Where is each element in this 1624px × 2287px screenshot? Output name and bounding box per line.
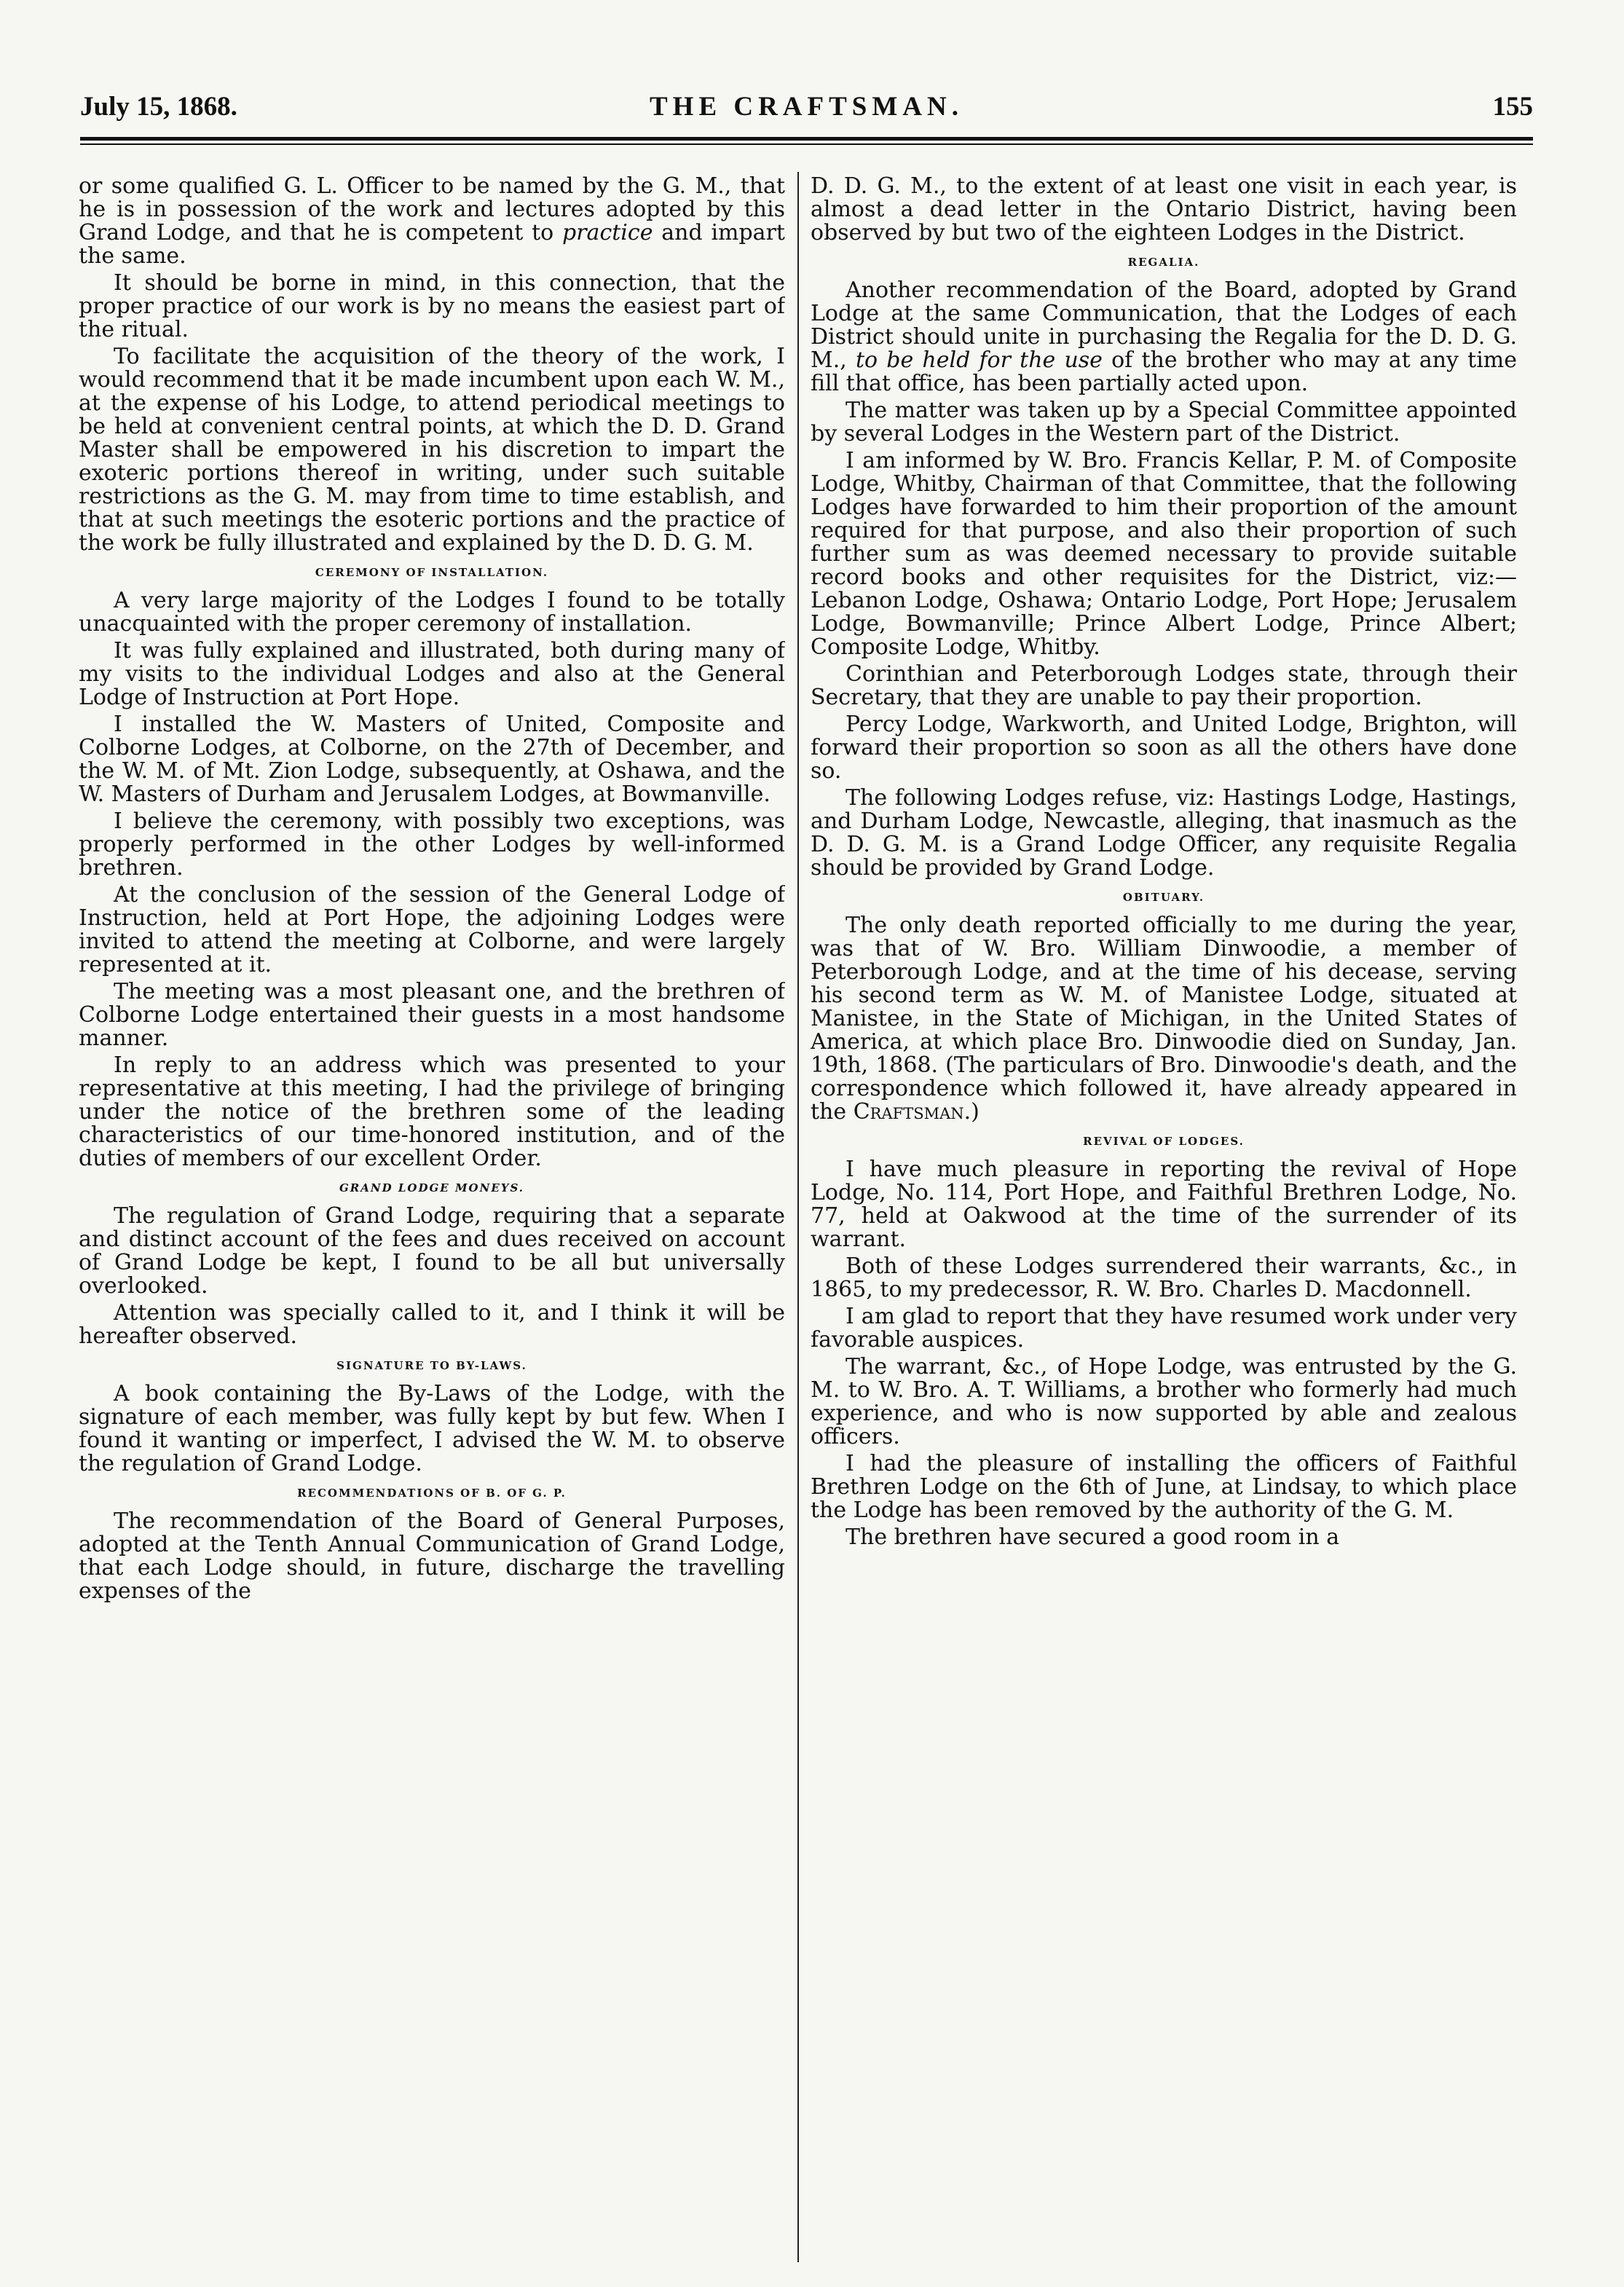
paragraph: Attention was specially called to it, and I think it will be hereafter observed. bbox=[79, 1300, 785, 1349]
left-column bbox=[79, 175, 785, 2258]
paragraph: Percy Lodge, Warkworth, and United Lodge, Brighton, will forward their proportion so soon as all the others have done so. bbox=[811, 712, 1517, 784]
paragraph: The meeting was a most pleasant one, and the brethren of Colborne Lodge entertained their guests in a most handsome manner. bbox=[79, 979, 785, 1051]
paragraph: I installed the W. Masters of United, Composite and Colborne Lodges, at Colborne, on the 27th of December, and the W. M. of Mt. Zion Lodge, subsequently, at Oshawa, and the W. Masters of Durham and Jerusalem Lodges, at Bowmanville. bbox=[79, 712, 785, 807]
paragraph: In reply to an address which was presented to your representative at this meeting, I had the privilege of bringing under the notice of the brethren some of the leading characteristics of our time-honored institution, and of the duties of members of our excellent Order. bbox=[79, 1052, 785, 1171]
paragraph: I am glad to report that they have resumed work under very favorable auspices. bbox=[811, 1304, 1517, 1353]
section-heading: SIGNATURE TO BY-LAWS. bbox=[336, 1359, 527, 1372]
paragraph: The matter was taken up by a Special Committee appointed by several Lodges in the Western part of the District. bbox=[811, 398, 1517, 446]
section-heading: OBITUARY. bbox=[1122, 891, 1205, 904]
paragraph: I believe the ceremony, with possibly two exceptions, was properly performed in the other Lodges by well-informed brethren. bbox=[79, 808, 785, 881]
right-column bbox=[811, 175, 1517, 2258]
paragraph: A book containing the By-Laws of the Lodge, with the signature of each member, was fully kept by but few. When I found it wanting or imperfect, I advised the W. M. to observe the regulation of Grand Lodge. bbox=[79, 1381, 785, 1476]
paragraph: Both of these Lodges surrendered their warrants, &c., in 1865, to my predecessor, R. W. Bro. Charles D. Macdonnell. bbox=[811, 1253, 1517, 1302]
paragraph: It should be borne in mind, in this connection, that the proper practice of our work is by no means the easiest part of the ritual. bbox=[79, 270, 785, 342]
page-number: 155 bbox=[1492, 92, 1533, 122]
paragraph: A very large majority of the Lodges I found to be totally unacquainted with the proper ceremony of installation. bbox=[79, 588, 785, 637]
paragraph: I am informed by W. Bro. Francis Kellar, P. M. of Composite Lodge, Whitby, Chairman of that Committee, that the following Lodges have forwarded to him their proportion of the amount required for that purpose, and also their proportion of such further sum as was deemed necessary to provide suitable record books and other requisites for the District, viz:—Lebanon Lodge, Oshawa; Ontario Lodge, Port Hope; Jerusalem Lodge, Bowmanville; Prince Albert Lodge, Prince Albert; Composite Lodge, Whitby. bbox=[811, 448, 1517, 660]
paragraph: It was fully explained and illustrated, both during many of my visits to the individual Lodges and also at the General Lodge of Instruction at Port Hope. bbox=[79, 638, 785, 710]
paragraph: I had the pleasure of installing the officers of Faithful Brethren Lodge on the 6th of June, at Lindsay, to which place the Lodge has been removed by the authority of the G. M. bbox=[811, 1451, 1517, 1523]
publication-title: THE CRAFTSMAN. bbox=[649, 92, 964, 122]
section-heading: REGALIA. bbox=[1127, 256, 1200, 269]
header-rule-thick bbox=[80, 137, 1533, 141]
paragraph: Corinthian and Peterborough Lodges state, through their Secretary, that they are unable to pay their proportion. bbox=[811, 661, 1517, 710]
section-heading: GRAND LODGE MONEYS. bbox=[339, 1181, 524, 1194]
section-heading: RECOMMENDATIONS OF B. OF G. P. bbox=[297, 1487, 567, 1500]
paragraph: The warrant, &c., of Hope Lodge, was entrusted by the G. M. to W. Bro. A. T. Williams, a brother who formerly had much experience, and who is now supported by able and zealous officers. bbox=[811, 1354, 1517, 1449]
paragraph: The brethren have secured a good room in a bbox=[845, 1524, 1340, 1550]
paragraph: To facilitate the acquisition of the theory of the work, I would recommend that it be made incumbent upon each W. M., at the expense of his Lodge, to attend periodical meetings to be held at convenient central points, at which the D. D. Grand Master shall be empowered in his discretion to impart the exoteric portions thereof in writing, under such suitable restrictions as the G. M. may from time to time establish, and that at such meetings the esoteric portions and the practice of the work be fully illustrated and explained by the D. D. G. M. bbox=[79, 344, 785, 556]
column-divider bbox=[797, 172, 799, 2262]
paragraph: At the conclusion of the session of the General Lodge of Instruction, held at Port Hope, the adjoining Lodges were invited to attend the meeting at Colborne, and were largely represented at it. bbox=[79, 882, 785, 977]
paragraph: Another recommendation of the Board, adopted by Grand Lodge at the same Communication, that the Lodges of each District should unite in purchasing the Regalia for the D. D. G. M., to be held for the use of the brother who may at any time fill that office, has been partially acted upon. bbox=[811, 277, 1517, 396]
paragraph: The only death reported officially to me during the year, was that of W. Bro. William Dinwoodie, a member of Peterborough Lodge, and at the time of his decease, serving his second term as W. M. of Manistee Lodge, situated at Manistee, in the State of Michigan, in the United States of America, at which place Bro. Dinwoodie died on Sunday, Jan. 19th, 1868. (The particulars of Bro. Dinwoodie's death, and the correspondence which followed it, have already appeared in the Craftsman.) bbox=[811, 913, 1517, 1125]
header-rule-thin bbox=[80, 143, 1533, 145]
section-heading: CEREMONY OF INSTALLATION. bbox=[315, 566, 549, 579]
paragraph: The following Lodges refuse, viz: Hastings Lodge, Hastings, and Durham Lodge, Newcastle, alleging, that inasmuch as the D. D. G. M. is a Grand Lodge Officer, any requisite Regalia should be provided by Grand Lodge. bbox=[811, 785, 1517, 881]
page-header bbox=[80, 91, 1533, 132]
paragraph: I have much pleasure in reporting the revival of Hope Lodge, No. 114, Port Hope, and Faithful Brethren Lodge, No. 77, held at Oakwood at the time of the surrender of its warrant. bbox=[811, 1157, 1517, 1252]
issue-date: July 15, 1868. bbox=[80, 92, 237, 122]
paragraph: or some qualified G. L. Officer to be named by the G. M., that he is in possession of the work and lectures adopted by this Grand Lodge, and that he is competent to practice and impart the same. bbox=[79, 175, 785, 269]
section-heading: REVIVAL OF LODGES. bbox=[1083, 1135, 1245, 1148]
paragraph: The recommendation of the Board of General Purposes, adopted at the Tenth Annual Communication of Grand Lodge, that each Lodge should, in future, discharge the travelling expenses of the bbox=[79, 1508, 785, 1604]
paragraph: D. D. G. M., to the extent of at least one visit in each year, is almost a dead letter in the Ontario District, having been observed by but two of the eighteen Lodges in the District. bbox=[811, 175, 1517, 245]
paragraph: The regulation of Grand Lodge, requiring that a separate and distinct account of the fees and dues received on account of Grand Lodge be kept, I found to be all but universally overlooked. bbox=[79, 1203, 785, 1299]
